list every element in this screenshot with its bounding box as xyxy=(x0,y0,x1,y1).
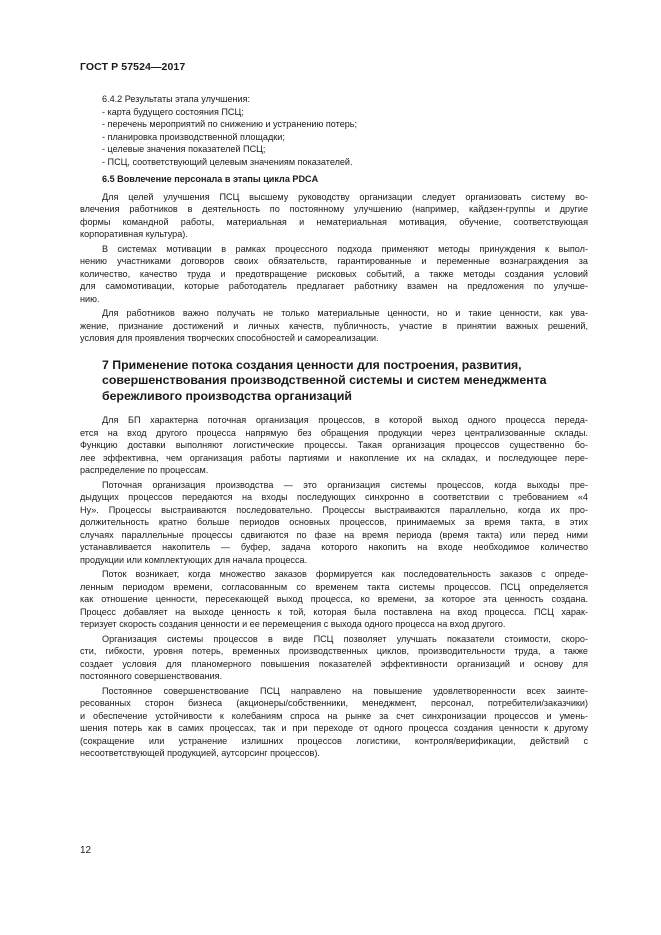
section-heading-7 xyxy=(80,358,588,405)
document-header: ГОСТ Р 57524—2017 xyxy=(80,61,186,73)
text-line: Постоянное совершенствование ПСЦ направлено на повышение удовлетворенности всех заинте- xyxy=(102,685,588,696)
section-heading-line: бережливого производства организаций xyxy=(102,388,352,403)
text-line: Организация системы процессов в виде ПСЦ позволяет улучшать показатели стоимости, скоро- xyxy=(102,633,588,644)
text-line: Для целей улучшения ПСЦ высшему руководству организации следует организовать систему во- xyxy=(102,191,588,202)
page-content xyxy=(80,93,588,762)
text-line: В системах мотивации в рамках процессного подхода применяют методы принуждения к выпол- xyxy=(102,243,588,254)
text-line: распределение по процессам. xyxy=(80,465,209,475)
text-line: Для БП характерна поточная организация процессов, в которой выход одного процесса переда- xyxy=(102,415,588,425)
paragraph xyxy=(80,414,588,477)
text-line: теризует скорость создания ценности и ее перемещения с выхода одного процесса на вход другого. xyxy=(80,619,506,629)
text-line: Ну». Процессы выстраиваются последовательно. Процессы выстраиваются параллельно, когда их про- xyxy=(80,504,588,515)
text-line: как отношение ценности, пересекающей выход процесса, ко времени, за которое эта ценность создана. xyxy=(80,594,588,604)
results-item: - целевые значения показателей ПСЦ; xyxy=(102,144,266,154)
section-heading-line: совершенствования производственной системы и систем менеджмента xyxy=(102,373,547,387)
paragraph xyxy=(80,243,588,306)
text-line: условия для проявления творческих способностей и самореализации. xyxy=(80,333,379,343)
text-line: несоответствующей продукцией, аутсорсинг процессов). xyxy=(80,748,320,758)
text-line: случаях параллельные процессы сдвигаются по фазе на время периода (время такта) или перед ними xyxy=(80,529,588,540)
text-line: (сокращение или устранение излишних процессов логистики, контроля/верификации, действий с xyxy=(80,735,588,746)
text-line: нению участниками договоров своих обязательств, гарантированные и переменные вознаграждения за xyxy=(80,256,588,266)
text-line: ресованных сторон бизнеса (акционеры/собственники, менеджмент, персонал, потребители/заказчики) xyxy=(80,698,588,708)
text-line: создает условия для планомерного повышения показателей эффективности организаций и основу для xyxy=(80,658,588,669)
paragraph xyxy=(80,568,588,631)
subsection-heading-6-5: 6.5 Вовлечение персонала в этапы цикла PDCA xyxy=(102,174,319,184)
text-line: Функцию доставки выполняют логистические процессы. Такая организация процессов существенно бо- xyxy=(80,440,588,450)
text-line: продукции или комплектующих для начала процесса. xyxy=(80,554,308,565)
paragraph xyxy=(80,191,588,241)
text-line: Процесс добавляет на выходе ценность к той, которая была поставлена на вход процесса. ПСЦ харак- xyxy=(80,606,588,617)
text-line: и обеспечение устойчивости к колебаниям спроса на рынке за счет синхронизации процессов и умень- xyxy=(80,710,588,721)
paragraph xyxy=(80,307,588,345)
text-line: шения потерь как в самих процессах, так и при переходе от одного процесса создания ценности к другому xyxy=(80,723,588,733)
text-line: Поточная организация производства — это организация системы процессов, когда выходы пре- xyxy=(102,479,588,490)
results-item: - карта будущего состояния ПСЦ; xyxy=(102,106,244,117)
text-line: сти, гибкости, уровня потерь, временных производственных циклов, производительности труда, а также xyxy=(80,646,588,656)
text-line: лее эффективна, чем организация работы партиями и накопление их на складах, и последующее пере- xyxy=(80,452,588,463)
text-line: ленным периодом времени, согласованным со временем такта системы процессов. ПСЦ определяется xyxy=(80,581,588,592)
text-line: влечения работников в деятельность по постоянному улучшению (например, кайдзен-группы и другие xyxy=(80,204,588,214)
text-line: корпоративная культура). xyxy=(80,229,188,239)
results-item: - ПСЦ, соответствующий целевым значениям показателей. xyxy=(102,156,353,167)
results-title: 6.4.2 Результаты этапа улучшения: xyxy=(102,94,251,104)
text-line: Для работников важно получать не только материальные ценности, но и такие ценности, как ува- xyxy=(102,308,588,318)
text-line: дыдущих процессов передаются на входы последующих синхронно в соответствии с требованием «4 xyxy=(80,492,588,502)
paragraph xyxy=(80,685,588,760)
results-item: - планировка производственной площадки; xyxy=(102,131,285,142)
paragraph xyxy=(80,479,588,567)
text-line: жение, признание достижений и личных качеств, публичность, участие в принятии важных решений, xyxy=(80,320,588,331)
results-block xyxy=(80,93,588,168)
text-line: устанавливается накопитель — буфер, задача которого накопить на входе необходимое количество xyxy=(80,542,588,552)
text-line: количество, качество труда и предотвращение рисковых событий, а также методы создания условий xyxy=(80,268,588,279)
text-line: нию. xyxy=(80,293,100,304)
page-number: 12 xyxy=(80,845,92,856)
paragraph xyxy=(80,633,588,683)
text-line: формы командной работы, материальная и нематериальная мотивация, обучение, соответствующая xyxy=(80,216,588,227)
text-line: постоянного совершенствования. xyxy=(80,671,223,681)
text-line: ется на вход другого процесса напрямую без обращения продукции через централизованные склады. xyxy=(80,427,588,438)
section-heading-line: 7 Применение потока создания ценности для построения, развития, xyxy=(102,357,522,372)
text-line: Поток возникает, когда множество заказов формируется как последовательность заказов с опреде- xyxy=(102,569,588,579)
results-item: - перечень мероприятий по снижению и устранению потерь; xyxy=(102,119,358,129)
text-line: должительность кратно больше периодов основных процессов, принимаемых за время такта, в этих xyxy=(80,517,588,527)
text-line: для самомотивации, которые работодатель предлагает работнику взамен на предложения по улучше- xyxy=(80,281,588,291)
